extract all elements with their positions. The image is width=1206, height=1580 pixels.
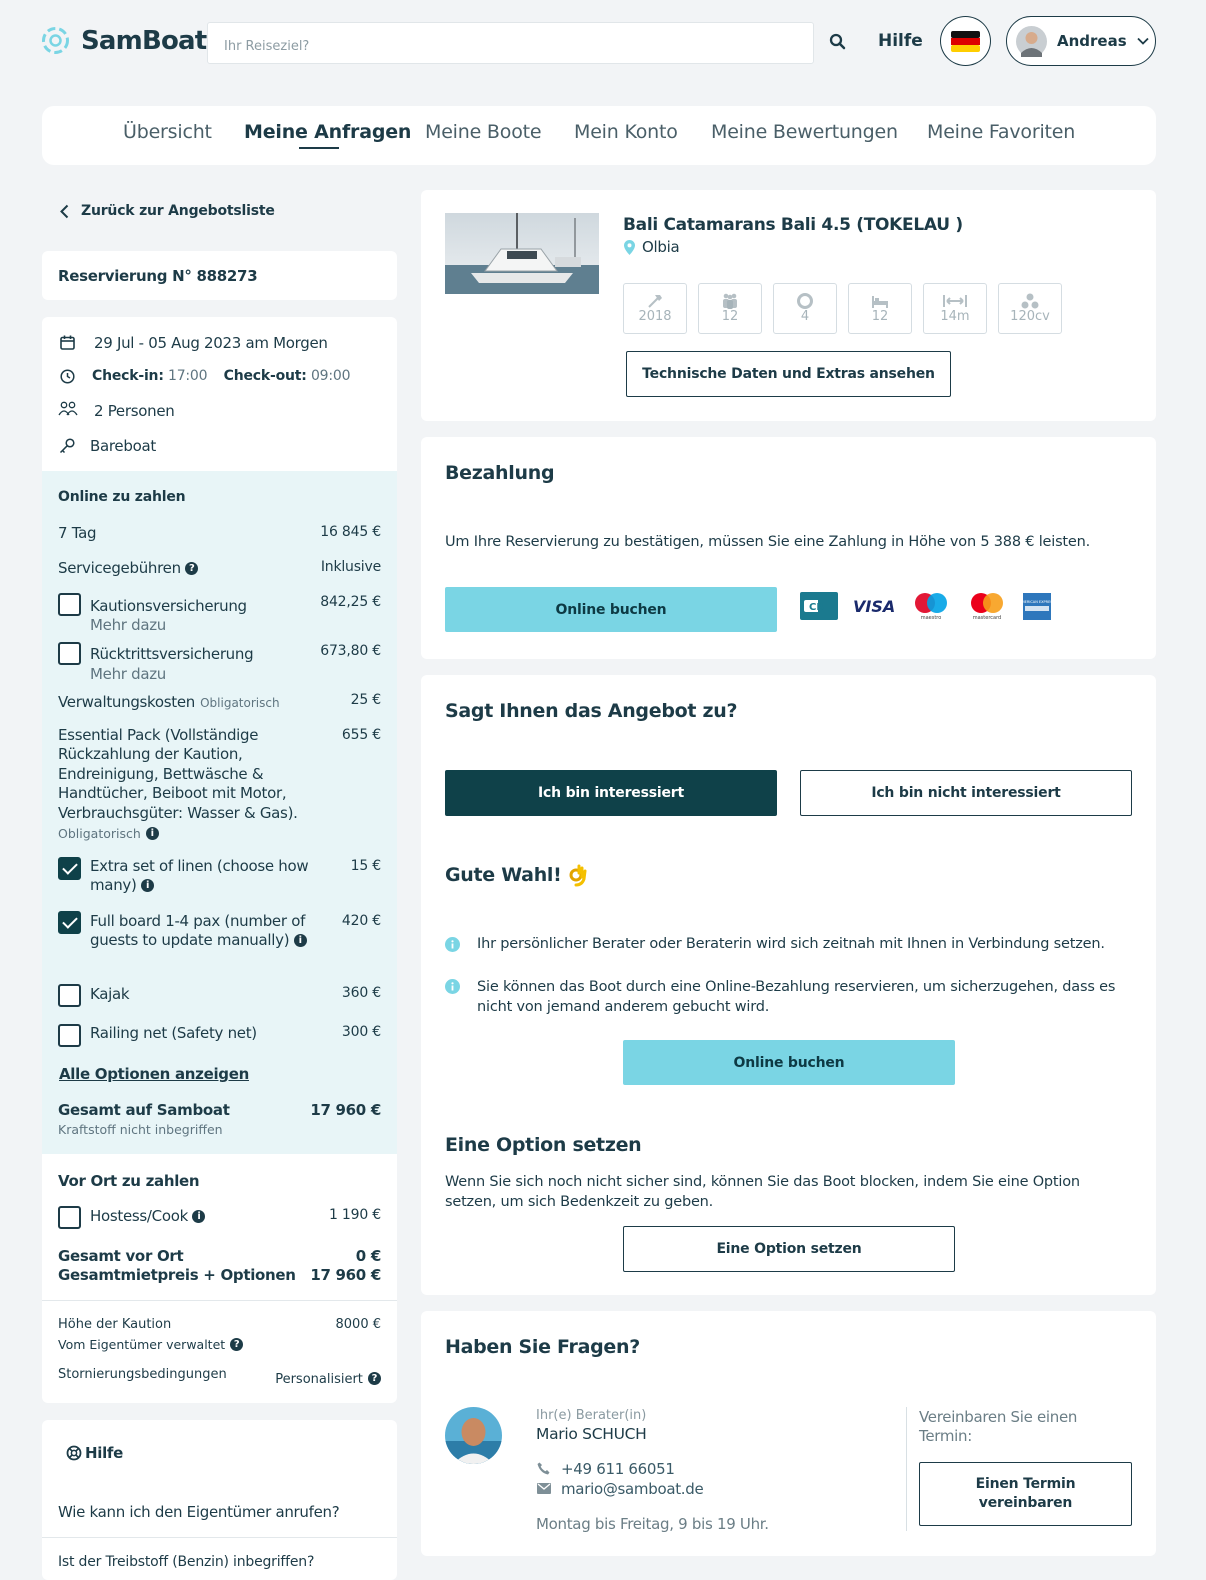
spec-cabins [773, 283, 837, 334]
boat-photo[interactable] [445, 213, 599, 294]
info-icon[interactable]: ? [230, 1338, 243, 1351]
days-price: 16 845 € [320, 524, 381, 540]
chevron-left-icon [60, 204, 69, 219]
info-circle-icon [445, 979, 460, 994]
ok-hand-icon [568, 863, 588, 887]
user-menu[interactable] [1006, 16, 1156, 66]
railing-net-checkbox[interactable] [58, 1024, 81, 1047]
engine-icon [1021, 293, 1039, 309]
info-icon[interactable]: ? [368, 1372, 381, 1385]
extra-linen [90, 857, 330, 896]
service-fees-value: Inklusive [320, 559, 381, 575]
essential-pack-price: 655 € [341, 727, 381, 743]
divider [42, 1537, 397, 1538]
mastercard-text: mastercard [972, 615, 1002, 621]
option-title: Eine Option setzen [445, 1134, 642, 1156]
deposit-insurance-label: Kautionsversicherung [90, 597, 247, 615]
book-online-button[interactable]: Online buchen [445, 587, 777, 632]
essential-pack-label: Essential Pack (Vollständige Rückzahlung der Kaution, Endreinigung, Bettwäsche & Handtücher, Beiboot mit Motor, Verbrauchsgüter: Wasser & Gas). [58, 726, 298, 822]
length-icon [942, 293, 968, 309]
boat-location-text: Olbia [642, 238, 680, 256]
info-online-reserve: Sie können das Boot durch eine Online-Bezahlung reservieren, um sicherzugehen, dass es nicht von jemand anderem gebucht wird. [477, 979, 1116, 1015]
boat-name[interactable]: Bali Catamarans Bali 4.5 (TOKELAU ) [623, 215, 963, 235]
cancellation-insurance-more-link[interactable]: Mehr dazu [90, 665, 167, 683]
total-samboat-label: Gesamt auf Samboat [58, 1101, 230, 1119]
info-advisor-contact: Ihr persönlicher Berater oder Beraterin wird sich zeitnah mit Ihnen in Verbindung setzen. [477, 936, 1105, 952]
avatar [1016, 26, 1047, 57]
lifebuoy-icon [796, 293, 814, 309]
visa-text: VISA [853, 597, 896, 616]
user-name: Andreas [1057, 32, 1127, 50]
payment-title: Bezahlung [445, 462, 555, 484]
cancellation-policy-value: Personalisiert [275, 1372, 363, 1387]
help-question-fuel[interactable]: Ist der Treibstoff (Benzin) inbegriffen? [58, 1554, 315, 1570]
search-input[interactable] [207, 22, 814, 64]
spec-length [923, 283, 987, 334]
hostess-label: Hostess/Cook [90, 1207, 188, 1225]
info-icon[interactable]: i [141, 879, 154, 892]
samboat-logo-icon [40, 25, 71, 56]
cancellation-insurance-label: Rücktrittsversicherung [90, 645, 254, 663]
advisor-email[interactable]: mario@samboat.de [561, 1480, 704, 1498]
cb-card-icon [800, 592, 838, 620]
persons: 2 Personen [94, 402, 175, 420]
payment-methods [800, 591, 1055, 621]
admin-fee-label: Verwaltungskosten [58, 693, 196, 711]
help-question-call-owner[interactable]: Wie kann ich den Eigentümer anrufen? [58, 1503, 340, 1521]
tab-my-boats[interactable]: Meine Boote [425, 121, 542, 143]
online-section-title: Online zu zahlen [58, 489, 186, 505]
deposit-insurance-price: 842,25 € [320, 594, 381, 610]
spec-engine-value: 120cv [1010, 309, 1050, 324]
advisor-hours: Montag bis Freitag, 9 bis 19 Uhr. [536, 1515, 769, 1533]
spec-length-value: 14m [940, 309, 970, 324]
reservation-number-card [42, 251, 397, 300]
boat-location [624, 238, 679, 256]
good-choice-title: Gute Wahl! [445, 864, 562, 886]
cancellation-policy[interactable] [275, 1368, 381, 1387]
total-samboat-note: Kraftstoff nicht inbegriffen [58, 1122, 223, 1137]
admin-fee-price: 25 € [350, 692, 381, 708]
service-fees-label: Servicegebühren [58, 559, 181, 577]
lifebuoy-icon [66, 1445, 82, 1461]
deposit-label: Höhe der Kaution [58, 1317, 172, 1332]
cb-text: CB [809, 602, 824, 613]
hostess [90, 1207, 205, 1225]
service-fees [58, 559, 198, 577]
spec-year-value: 2018 [638, 309, 672, 324]
interested-button[interactable]: Ich bin interessiert [445, 770, 777, 816]
days-label: 7 Tag [58, 524, 97, 542]
extra-linen-price: 15 € [350, 858, 381, 874]
people-icon [58, 401, 78, 417]
help-card [42, 1420, 397, 1580]
advisor-avatar [445, 1407, 502, 1464]
deposit-insurance-checkbox[interactable] [58, 593, 81, 616]
advisor-phone[interactable]: +49 611 66051 [561, 1460, 675, 1478]
checkin-label: Check-in: [92, 368, 164, 384]
spec-engine [998, 283, 1062, 334]
clock-icon [60, 369, 75, 384]
mastercard-icon [966, 591, 1008, 621]
key-icon [59, 438, 75, 454]
railing-net-label: Railing net (Safety net) [90, 1024, 257, 1042]
spec-berths [848, 283, 912, 334]
kayak-price: 360 € [341, 985, 381, 1001]
location-pin-icon [624, 240, 635, 255]
option-text: Wenn Sie sich noch nicht sicher sind, können Sie das Boot blocken, indem Sie eine Option setzen, um sich Bedenkzeit zu geben. [445, 1174, 1080, 1210]
checkin-checkout [92, 368, 350, 384]
checkin-time: 17:00 [168, 368, 208, 384]
set-option-button[interactable]: Eine Option setzen [623, 1226, 955, 1272]
total-onsite-label: Gesamt vor Ort [58, 1247, 184, 1265]
booking-summary [42, 317, 397, 1403]
tab-overview[interactable]: Übersicht [123, 121, 212, 143]
help-header [66, 1444, 123, 1462]
hostess-price: 1 190 € [328, 1207, 381, 1223]
extra-linen-checkbox[interactable] [58, 857, 81, 880]
full-board-price: 420 € [341, 913, 381, 929]
admin-fee [58, 692, 280, 711]
essential-pack-tag [58, 823, 159, 842]
total-onsite-value: 0 € [355, 1247, 381, 1265]
extra-linen-label: Extra set of linen (choose how many) [90, 857, 309, 895]
full-board-label: Full board 1-4 pax (number of guests to update manually) [90, 912, 306, 950]
info-icon[interactable]: i [294, 934, 307, 947]
email-icon [537, 1483, 551, 1494]
info-icon[interactable]: i [146, 827, 159, 840]
maestro-icon [910, 591, 952, 621]
bed-icon [871, 293, 889, 309]
german-flag-icon [951, 31, 980, 52]
onsite-section-title: Vor Ort zu zahlen [58, 1172, 200, 1190]
checkout-time: 09:00 [310, 368, 351, 384]
cancellation-insurance-price: 673,80 € [320, 643, 381, 659]
active-tab-indicator [299, 147, 339, 149]
samboat-logo[interactable] [40, 25, 206, 56]
book-online-button-secondary[interactable]: Online buchen [623, 1040, 955, 1085]
spec-guests [698, 283, 762, 334]
railing-net-price: 300 € [341, 1024, 381, 1040]
search-placeholder: Ihr Reiseziel? [224, 39, 310, 54]
total-rent-value: 17 960 € [310, 1266, 381, 1284]
vertical-divider [906, 1407, 907, 1531]
kayak-checkbox[interactable] [58, 984, 81, 1007]
visa-icon [852, 595, 896, 617]
info-circle-icon [445, 937, 460, 952]
help-title: Hilfe [85, 1444, 124, 1462]
total-rent-label: Gesamtmietpreis + Optionen [58, 1266, 296, 1284]
amex-text: AMERICAN EXPRESS [1019, 600, 1055, 604]
advisor-label: Ihr(e) Berater(in) [536, 1408, 647, 1423]
divider [42, 1300, 397, 1301]
spec-cabins-value: 4 [800, 309, 810, 324]
cancellation-policy-label: Stornierungsbedingungen [58, 1367, 227, 1382]
admin-fee-tag: Obligatorisch [200, 696, 280, 710]
total-samboat-value: 17 960 € [310, 1101, 381, 1119]
reservation-number: Reservierung N° 888273 [58, 267, 258, 285]
tab-my-account[interactable]: Mein Konto [574, 121, 678, 143]
tab-my-reviews[interactable]: Meine Bewertungen [711, 121, 898, 143]
maestro-text: maestro [920, 615, 942, 621]
booking-dates: 29 Jul - 05 Aug 2023 am Morgen [94, 334, 328, 352]
spec-year [623, 283, 687, 334]
back-link-label: Zurück zur Angebotsliste [81, 203, 275, 219]
not-interested-button[interactable]: Ich bin nicht interessiert [800, 770, 1132, 816]
info-icon[interactable]: ? [185, 562, 198, 575]
payment-text: Um Ihre Reservierung zu bestätigen, müssen Sie eine Zahlung in Höhe von 5 388 € leisten. [445, 534, 1091, 550]
phone-icon [537, 1462, 550, 1475]
hammer-icon [646, 293, 664, 309]
appointment-label: Vereinbaren Sie einen Termin: [919, 1408, 1078, 1445]
full-board [90, 912, 314, 951]
deposit-sub-text: Vom Eigentümer verwaltet [58, 1337, 226, 1352]
deposit-value: 8000 € [335, 1317, 381, 1332]
tab-my-favorites[interactable]: Meine Favoriten [927, 121, 1076, 143]
tab-my-requests[interactable]: Meine Anfragen [244, 121, 412, 143]
calendar-icon [60, 335, 75, 350]
offer-title: Sagt Ihnen das Angebot zu? [445, 700, 738, 722]
essential-pack-tag-text: Obligatorisch [58, 826, 141, 841]
technical-details-button[interactable]: Technische Daten und Extras ansehen [626, 351, 951, 397]
advisor-name: Mario SCHUCH [536, 1425, 647, 1443]
back-link[interactable] [60, 203, 275, 219]
language-selector[interactable] [940, 16, 991, 66]
kayak-label: Kajak [90, 985, 130, 1003]
search-icon[interactable] [829, 33, 846, 50]
help-link[interactable]: Hilfe [878, 31, 923, 51]
hostess-checkbox[interactable] [58, 1206, 81, 1229]
brand-name: SamBoat [81, 25, 207, 56]
chevron-down-icon [1137, 37, 1149, 45]
good-choice [445, 863, 588, 887]
spec-guests-value: 12 [721, 309, 739, 324]
american-express-icon [1019, 591, 1055, 621]
all-options-link[interactable]: Alle Optionen anzeigen [59, 1065, 249, 1083]
charter-type: Bareboat [90, 437, 156, 455]
info-icon[interactable]: i [192, 1210, 205, 1223]
spec-berths-value: 12 [871, 309, 889, 324]
cancellation-insurance-checkbox[interactable] [58, 642, 81, 665]
checkout-label: Check-out: [223, 368, 307, 384]
questions-title: Haben Sie Fragen? [445, 1336, 640, 1358]
schedule-appointment-button[interactable]: Einen Termin vereinbaren [919, 1462, 1132, 1526]
deposit-sub [58, 1334, 243, 1353]
full-board-checkbox[interactable] [58, 911, 81, 934]
deposit-insurance-more-link[interactable]: Mehr dazu [90, 616, 167, 634]
people-icon [721, 293, 739, 309]
